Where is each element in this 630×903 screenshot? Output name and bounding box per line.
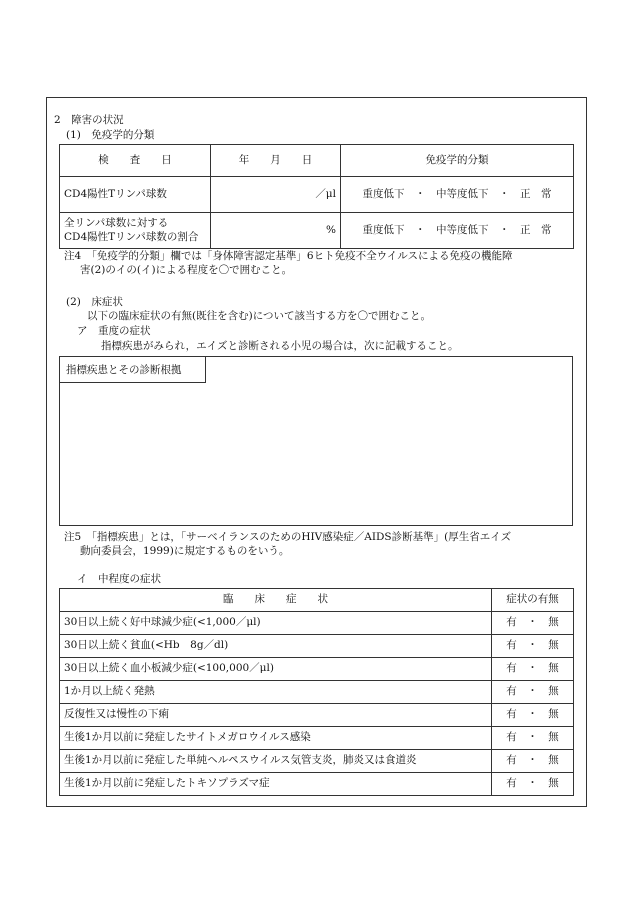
symptom-name: 生後1か月以前に発症した単純ヘルペスウイルス気管支炎，肺炎又は食道炎 (60, 750, 492, 773)
moderate-symptoms-table (59, 588, 574, 796)
grade-options[interactable]: 重度低下 ・ 中等度低下 ・ 正 常 (341, 213, 574, 249)
test-header: 検 査 日 (60, 145, 211, 177)
diagnosis-label: 指標疾患とその診断根拠 (66, 364, 182, 376)
note5-line2: 動向委員会，1999)に規定するものをいう。 (80, 545, 290, 557)
symptom-name: 1か月以上続く発熱 (60, 681, 492, 704)
symptom-name: 30日以上続く貧血(<Hb 8g／dl) (60, 635, 492, 658)
table-row (60, 727, 574, 750)
value-field[interactable]: ／μl (211, 177, 341, 213)
symptom-column-header: 臨 床 症 状 (60, 589, 492, 612)
section-heading: 2 障害の状況 (54, 114, 124, 126)
table-row (60, 213, 574, 249)
table-row (60, 658, 574, 681)
immunology-table (59, 144, 574, 249)
presence-column-header: 症状の有無 (492, 589, 574, 612)
test-item: CD4陽性Tリンパ球数 (60, 177, 211, 213)
grade-options[interactable]: 重度低下 ・ 中等度低下 ・ 正 常 (341, 177, 574, 213)
presence-options[interactable]: 有 ・ 無 (492, 658, 574, 681)
classification-header: 免疫学的分類 (341, 145, 574, 177)
immunology-header-row (60, 145, 574, 177)
table-row (60, 704, 574, 727)
moderate-heading: イ 中程度の症状 (77, 573, 161, 585)
table-row (60, 681, 574, 704)
symptom-name: 生後1か月以前に発症したトキソプラズマ症 (60, 773, 492, 796)
symptom-name: 反復性又は慢性の下痢 (60, 704, 492, 727)
immunology-heading: (1) 免疫学的分類 (66, 129, 155, 141)
date-header: 年 月 日 (211, 145, 341, 177)
severe-instruction: 指標疾患がみられ，エイズと診断される小児の場合は，次に記載すること。 (101, 340, 459, 352)
symptoms-instruction: 以下の臨床症状の有無(既往を含む)について該当する方を〇で囲むこと。 (87, 310, 431, 322)
table-row (60, 635, 574, 658)
presence-options[interactable]: 有 ・ 無 (492, 704, 574, 727)
note4-line2: 害(2)のイの(イ)による程度を〇で囲むこと。 (80, 264, 293, 276)
table-row (60, 750, 574, 773)
test-item: 全リンパ球数に対する CD4陽性Tリンパ球数の割合 (60, 213, 211, 249)
symptom-name: 30日以上続く血小板減少症(<100,000／μl) (60, 658, 492, 681)
presence-options[interactable]: 有 ・ 無 (492, 681, 574, 704)
symptom-name: 30日以上続く好中球減少症(<1,000／μl) (60, 612, 492, 635)
note4-line1: 注4 「免疫学的分類」欄では「身体障害認定基準」6ヒト免疫不全ウイルスによる免疫の機能障 (64, 250, 513, 262)
moderate-header-row (60, 589, 574, 612)
presence-options[interactable]: 有 ・ 無 (492, 612, 574, 635)
severe-heading: ア 重度の症状 (77, 325, 151, 337)
table-row (60, 612, 574, 635)
presence-options[interactable]: 有 ・ 無 (492, 773, 574, 796)
presence-options[interactable]: 有 ・ 無 (492, 750, 574, 773)
table-row (60, 773, 574, 796)
value-field[interactable]: % (211, 213, 341, 249)
table-row (60, 177, 574, 213)
symptoms-heading: (2) 床症状 (66, 296, 123, 308)
note5-line1: 注5 「指標疾患」とは，「サーベイランスのためのHIV感染症／AIDS診断基準」(厚生省エイズ (64, 531, 512, 543)
presence-options[interactable]: 有 ・ 無 (492, 727, 574, 750)
presence-options[interactable]: 有 ・ 無 (492, 635, 574, 658)
symptom-name: 生後1か月以前に発症したサイトメガロウイルス感染 (60, 727, 492, 750)
